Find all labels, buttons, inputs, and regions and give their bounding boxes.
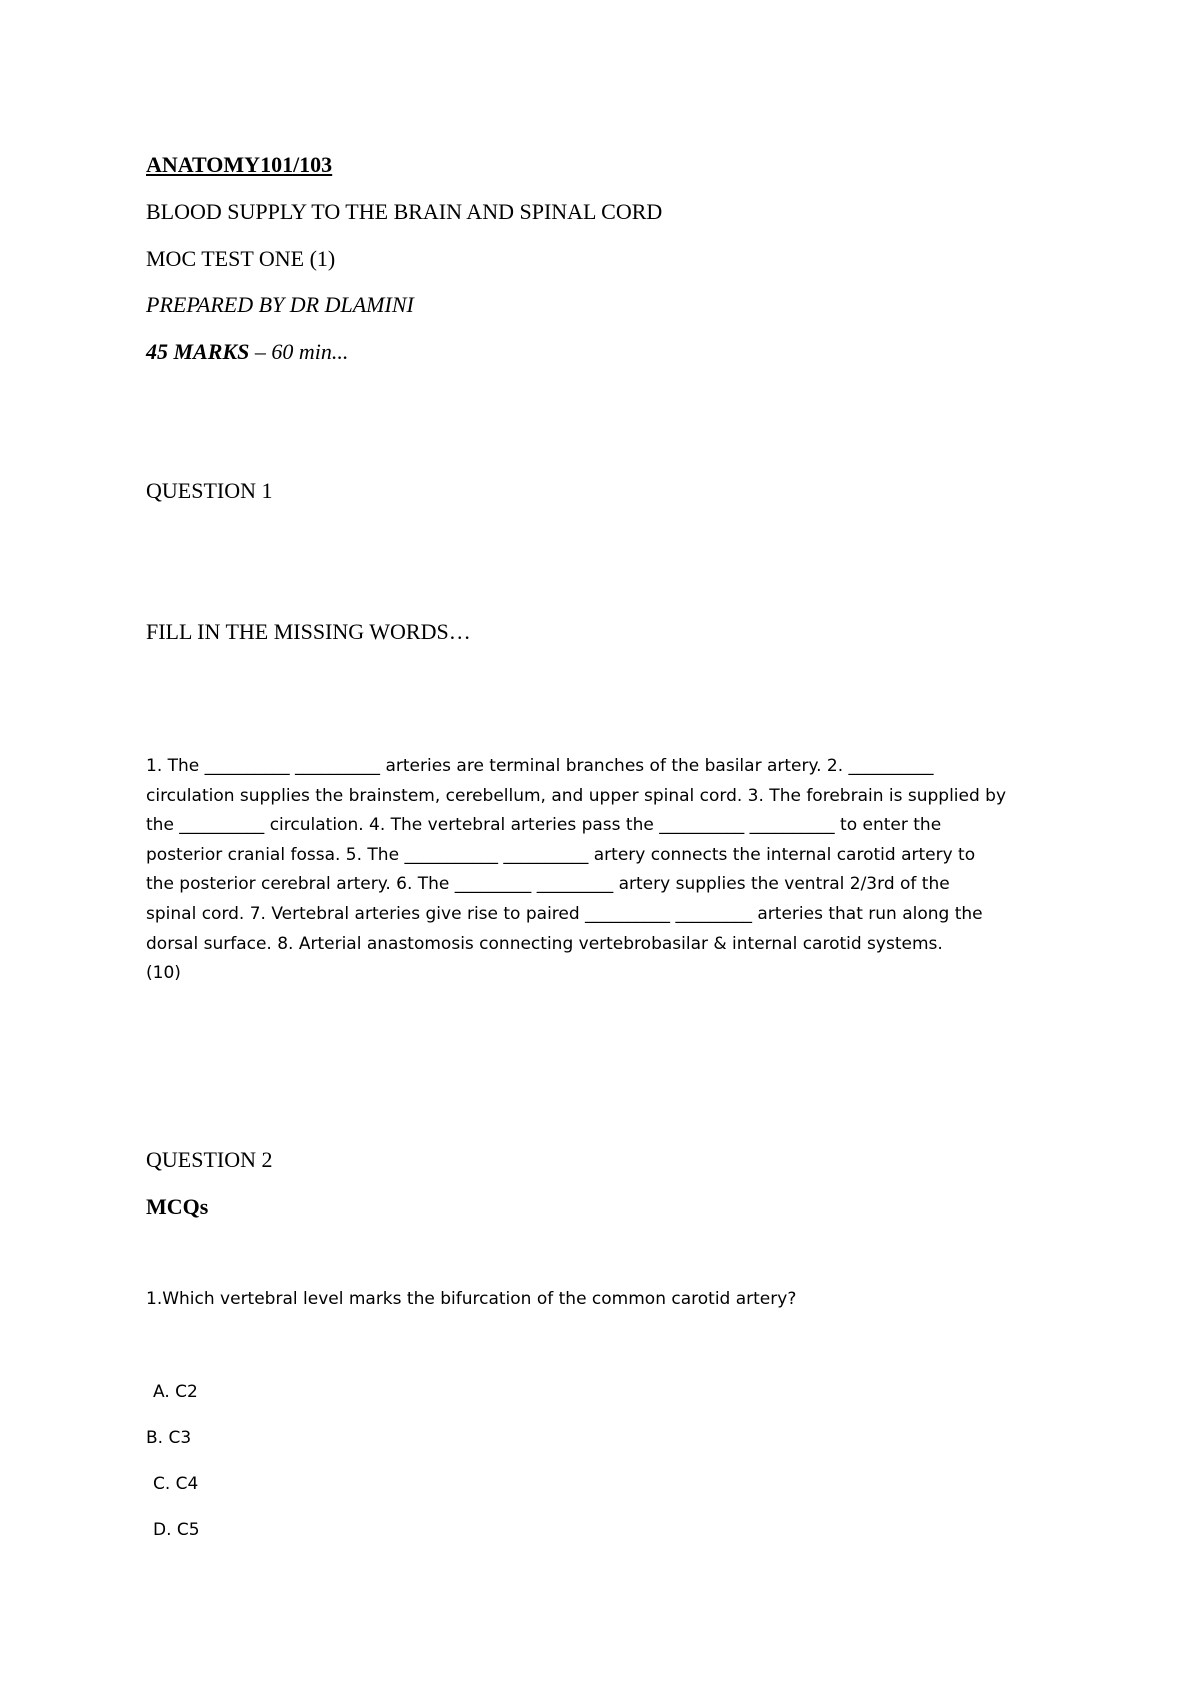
question-1-instruction: FILL IN THE MISSING WORDS… [146,619,471,644]
subject-heading: BLOOD SUPPLY TO THE BRAIN AND SPINAL CORD [146,199,663,224]
mcq-option-b: B. C3 [146,1428,192,1448]
mcq-question: 1.Which vertebral level marks the bifurcation of the common carotid artery? [146,1289,797,1309]
prepared-by: PREPARED BY DR DLAMINI [146,292,414,317]
question-2-heading: QUESTION 2 [146,1147,273,1172]
mcq-option-a: A. C2 [153,1382,198,1402]
mcq-option-d: D. C5 [153,1520,200,1540]
fill-in-paragraph [146,752,1066,989]
test-name: MOC TEST ONE (1) [146,246,336,271]
paragraph-line: 1. The __________ __________ arteries are terminal branches of the basilar artery. 2. __________ [146,756,934,776]
marks-count: (10) [146,963,181,984]
marks-and-duration [146,338,348,366]
paragraph-line: the __________ circulation. 4. The vertebral arteries pass the __________ __________ to enter the [146,815,942,836]
question-1-heading: QUESTION 1 [146,478,273,503]
question-2-type: MCQs [146,1194,209,1219]
paragraph-line: posterior cranial fossa. 5. The ___________ __________ artery connects the internal carotid artery to [146,844,976,865]
paragraph-line: dorsal surface. 8. Arterial anastomosis connecting vertebrobasilar & internal carotid systems. [146,933,943,954]
document-title: ANATOMY101/103 [146,152,333,177]
mcq-option-c: C. C4 [153,1474,199,1494]
paragraph-line: the posterior cerebral artery. 6. The _________ _________ artery supplies the ventral 2/3rd of the [146,874,950,895]
marks-label: 45 MARKS [146,339,250,364]
paragraph-line: spinal cord. 7. Vertebral arteries give rise to paired __________ _________ arteries that run along the [146,903,983,924]
duration-label: – 60 min... [249,339,349,364]
paragraph-line: circulation supplies the brainstem, cerebellum, and upper spinal cord. 3. The forebrain is supplied by [146,785,1007,806]
